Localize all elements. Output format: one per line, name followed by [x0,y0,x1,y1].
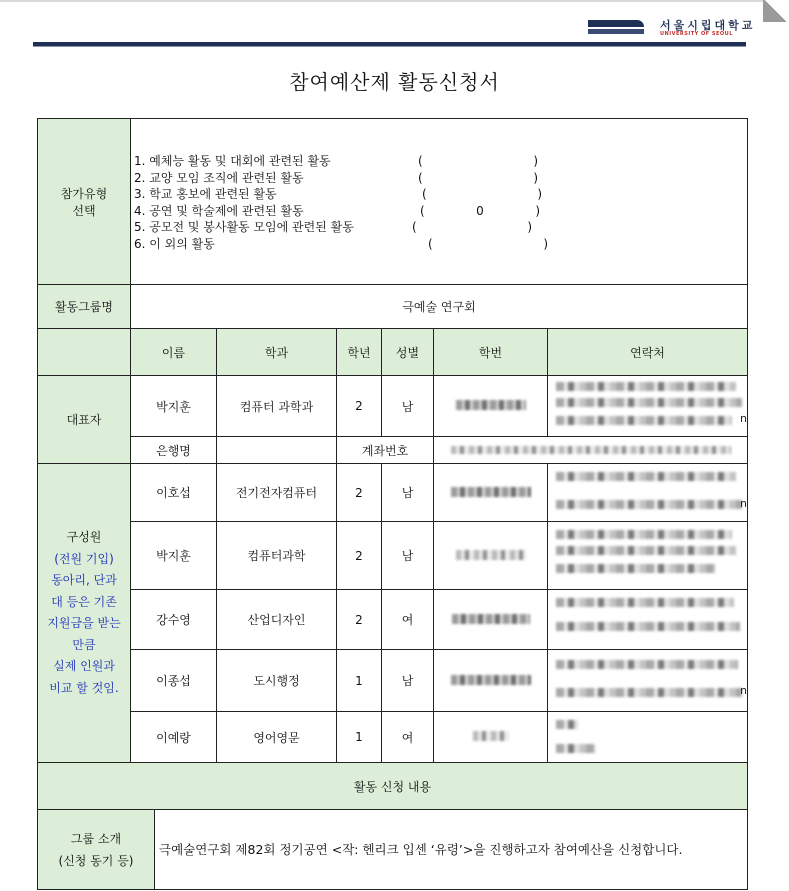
application-form [37,118,747,891]
member-year: 1 [337,650,382,712]
member-student-id-redacted [434,650,548,712]
bank-row [38,437,748,464]
group-name-value: 극예술 연구회 [131,285,748,329]
representative-contact-redacted: n [548,376,748,437]
member-student-id-redacted [434,464,548,522]
activity-section-label: 활동 신청 내용 [38,763,748,810]
member-dept: 전기전자컴퓨터 [217,464,337,522]
member-gender: 여 [382,590,434,650]
type-option[interactable]: 6. 이 외의 활동 ( ) [134,236,548,251]
university-logo-english: UNIVERSITY OF SEOUL [660,31,733,37]
representative-row [38,376,748,437]
member-header-row [38,329,748,376]
member-row [38,590,748,650]
member-gender: 남 [382,464,434,522]
member-year: 2 [337,522,382,590]
member-gender: 남 [382,650,434,712]
account-value-redacted [434,437,748,464]
member-name: 이호섭 [131,464,217,522]
column-year: 학년 [337,329,382,376]
member-student-id-redacted [434,522,548,590]
member-dept: 도시행정 [217,650,337,712]
member-dept: 컴퓨터과학 [217,522,337,590]
representative-name: 박지훈 [131,376,217,437]
form-table [37,118,748,890]
activity-section-row [38,763,748,810]
members-label: 구성원 (전원 기입) 동아리, 단과 대 등은 기존 지원금을 받는 만큼 실제 인원과 비교 할 것임. [38,464,131,763]
page-curl-corner [763,0,789,22]
group-name-row [38,285,748,329]
representative-dept: 컴퓨터 과학과 [217,376,337,437]
column-student-id: 학번 [434,329,548,376]
group-intro-row [38,810,748,890]
document-title: 참여예산제 활동신청서 [289,70,500,94]
type-option[interactable]: 3. 학교 홍보에 관련된 활동 ( ) [134,187,542,201]
representative-label: 대표자 [38,376,131,464]
bank-label: 은행명 [131,437,217,464]
type-option[interactable]: 1. 예체능 활동 및 대회에 관련된 활동 ( ) [134,154,538,168]
member-dept: 산업디자인 [217,590,337,650]
type-option[interactable]: 2. 교양 모임 조직에 관련된 활동 ( ) [134,170,538,185]
member-year: 2 [337,590,382,650]
bank-value [217,437,337,464]
type-option[interactable]: 4. 공연 및 학술제에 관련된 활동 ( 0 ) [134,203,540,218]
member-contact-redacted [548,712,748,763]
group-intro-label: 그룹 소개 (신청 동기 등) [38,810,155,890]
member-contact-redacted [548,522,748,590]
member-name: 박지훈 [131,522,217,590]
top-edge-line [0,0,789,2]
member-contact-redacted: n [548,464,748,522]
university-logo-korean: 서울시립대학교 [660,19,756,32]
member-row [38,650,748,712]
member-student-id-redacted [434,590,548,650]
member-year: 1 [337,712,382,763]
group-intro-text: 극예술연구회 제82회 정기공연 <작: 헨리크 입센 ‘유령’>을 진행하고자 참여예산을 신청합니다. [155,810,748,890]
member-name: 이종섭 [131,650,217,712]
member-contact-redacted [548,590,748,650]
member-gender: 남 [382,522,434,590]
member-row [38,522,748,590]
participation-types [131,119,748,285]
representative-year: 2 [337,376,382,437]
header-rule-thin [33,46,746,47]
header-blank [38,329,131,376]
member-dept: 영어영문 [217,712,337,763]
type-option[interactable]: 5. 공모전 및 봉사활동 모임에 관련된 활동 ( ) [134,220,532,234]
account-label: 계좌번호 [337,437,434,464]
member-name: 강수영 [131,590,217,650]
column-gender: 성별 [382,329,434,376]
column-name: 이름 [131,329,217,376]
representative-gender: 남 [382,376,434,437]
column-contact: 연락처 [548,329,748,376]
member-name: 이예랑 [131,712,217,763]
member-student-id-redacted [434,712,548,763]
column-dept: 학과 [217,329,337,376]
participation-label: 참가유형 선택 [38,119,131,285]
member-row [38,712,748,763]
university-logo-emblem [588,18,644,36]
group-name-label: 활동그룹명 [38,285,131,329]
member-row [38,464,748,522]
member-year: 2 [337,464,382,522]
member-gender: 여 [382,712,434,763]
representative-student-id-redacted [434,376,548,437]
participation-row [38,119,748,285]
member-contact-redacted: n [548,650,748,712]
